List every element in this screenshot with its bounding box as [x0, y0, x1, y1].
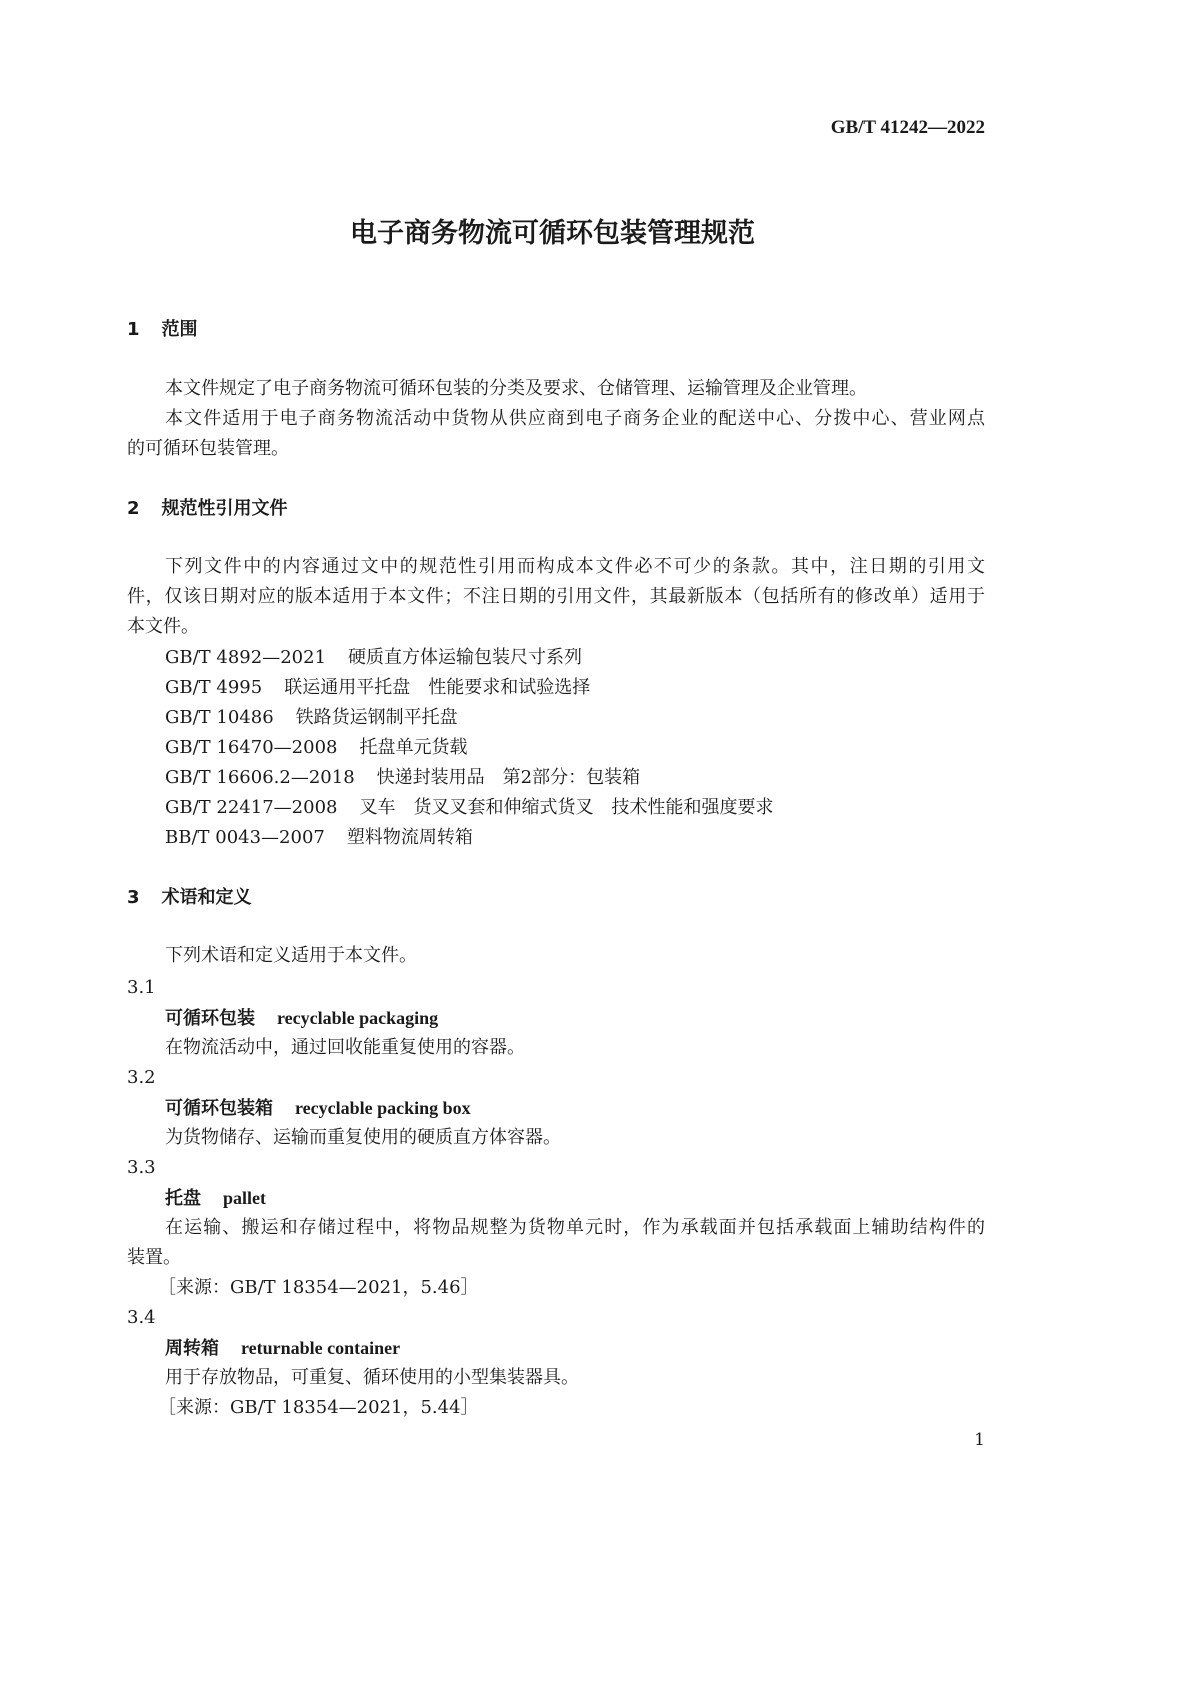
paragraph: 本文件。 — [127, 616, 199, 637]
reference-title: 硬质直方体运输包装尺寸系列 — [348, 647, 583, 668]
reference-code: GB/T 16606.2—2018 — [165, 767, 355, 788]
term-source: ［来源：GB/T 18354—2021，5.44］ — [158, 1397, 479, 1418]
term-definition: 用于存放物品，可重复、循环使用的小型集装器具。 — [165, 1367, 579, 1388]
term-zh: 可循环包装箱 — [165, 1098, 273, 1119]
reference-code: GB/T 10486 — [165, 707, 274, 728]
reference-item — [165, 646, 582, 670]
reference-item — [165, 766, 640, 790]
term-number: 3.2 — [127, 1067, 156, 1088]
reference-item — [165, 796, 773, 820]
reference-title: 快递封装用品 第2部分：包装箱 — [376, 767, 641, 788]
term-heading — [165, 1006, 438, 1031]
reference-code: GB/T 4892—2021 — [165, 647, 327, 668]
term-en: recyclable packaging — [277, 1008, 439, 1028]
term-definition: 装置。 — [127, 1247, 181, 1268]
reference-title: 联运通用平托盘 性能要求和试验选择 — [284, 677, 591, 698]
paragraph: 本文件规定了电子商务物流可循环包装的分类及要求、仓储管理、运输管理及企业管理。 — [165, 378, 867, 399]
section-number: 3 — [127, 887, 140, 908]
paragraph: 件，仅该日期对应的版本适用于本文件；不注日期的引用文件，其最新版本（包括所有的修改单）适用于 — [127, 586, 985, 607]
term-number: 3.1 — [127, 977, 156, 998]
term-heading — [165, 1336, 400, 1361]
paragraph: 下列文件中的内容通过文中的规范性引用而构成本文件必不可少的条款。其中，注日期的引用文 — [165, 556, 985, 577]
reference-item — [165, 706, 458, 730]
reference-code: GB/T 22417—2008 — [165, 797, 338, 818]
section-number: 1 — [127, 319, 140, 340]
section-2-heading — [127, 497, 288, 521]
section-title: 规范性引用文件 — [161, 498, 288, 519]
term-heading — [165, 1096, 471, 1121]
term-definition: 为货物储存、运输而重复使用的硬质直方体容器。 — [165, 1127, 561, 1148]
section-1-heading — [127, 318, 198, 342]
reference-item — [165, 676, 590, 700]
term-definition: 在物流活动中，通过回收能重复使用的容器。 — [165, 1037, 525, 1058]
reference-title: 铁路货运钢制平托盘 — [295, 707, 458, 728]
section-title: 范围 — [161, 319, 198, 340]
reference-title: 塑料物流周转箱 — [346, 827, 473, 848]
section-3-heading — [127, 886, 252, 910]
term-zh: 可循环包装 — [165, 1008, 255, 1029]
standard-number: GB/T 41242—2022 — [830, 117, 985, 138]
term-number: 3.4 — [127, 1307, 156, 1328]
term-definition: 在运输、搬运和存储过程中，将物品规整为货物单元时，作为承载面并包括承载面上辅助结构件的 — [165, 1217, 985, 1238]
term-source: ［来源：GB/T 18354—2021，5.46］ — [158, 1277, 479, 1298]
reference-code: GB/T 4995 — [165, 677, 263, 698]
section-number: 2 — [127, 498, 140, 519]
reference-code: BB/T 0043—2007 — [165, 827, 325, 848]
paragraph: 的可循环包装管理。 — [127, 438, 289, 459]
term-en: returnable container — [241, 1338, 401, 1358]
term-number: 3.3 — [127, 1157, 156, 1178]
reference-title: 叉车 货叉叉套和伸缩式货叉 技术性能和强度要求 — [359, 797, 774, 818]
term-en: pallet — [223, 1188, 266, 1208]
section-title: 术语和定义 — [161, 887, 252, 908]
reference-code: GB/T 16470—2008 — [165, 737, 338, 758]
term-heading — [165, 1186, 266, 1211]
page-title: 电子商务物流可循环包装管理规范 — [350, 218, 755, 249]
reference-item — [165, 826, 473, 850]
term-zh: 周转箱 — [165, 1338, 219, 1359]
term-en: recyclable packing box — [295, 1098, 471, 1118]
paragraph: 本文件适用于电子商务物流活动中货物从供应商到电子商务企业的配送中心、分拨中心、营业网点 — [165, 408, 985, 429]
reference-title: 托盘单元货载 — [359, 737, 468, 758]
page-number: 1 — [974, 1430, 985, 1450]
term-zh: 托盘 — [165, 1188, 201, 1209]
reference-item — [165, 736, 467, 760]
paragraph: 下列术语和定义适用于本文件。 — [165, 945, 417, 966]
